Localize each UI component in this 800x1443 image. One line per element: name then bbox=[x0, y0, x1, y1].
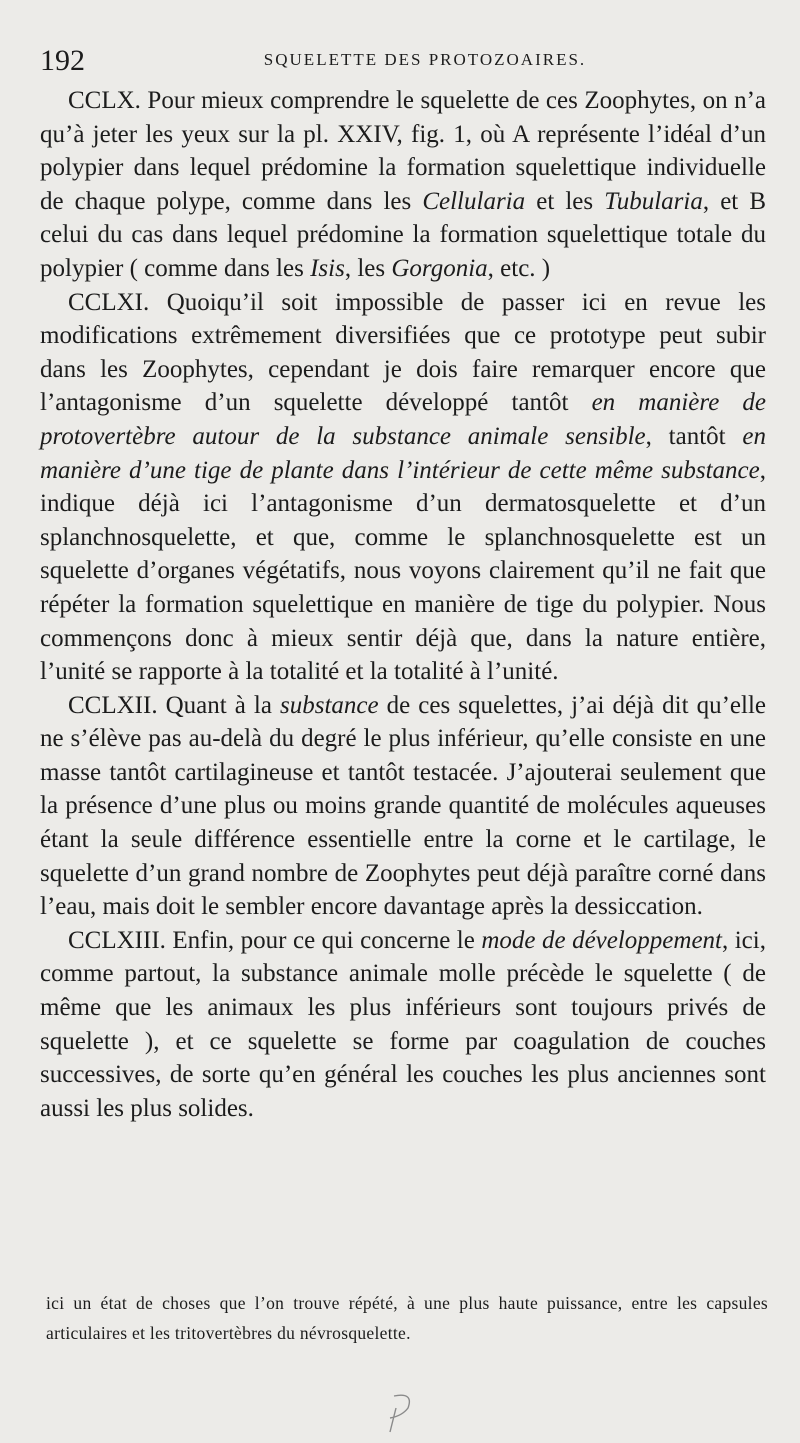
body-text bbox=[40, 84, 766, 1125]
page-number: 192 bbox=[40, 44, 85, 77]
paragraph-cclxiii: CCLXIII. Enfin, pour ce qui concerne le mode de développement, ici, comme partout, la substance animale molle précède le squelette ( de même que les animaux les plus inférieurs sont toujours privés de squelette ), et ce squelette se forme par coagulation de couches successives, de sorte qu’en général les couches les plus anciennes sont aussi les plus solides. bbox=[40, 926, 766, 1122]
running-head: SQUELETTE DES PROTOZOAIRES. bbox=[263, 50, 587, 69]
paragraph-cclxii: CCLXII. Quant à la substance de ces squelettes, j’ai déjà dit qu’elle ne s’élève pas au-delà du degré le plus inférieur, qu’elle consiste en une masse tantôt cartilagineuse et tantôt testacée. J’ajouterai seulement que la présence d’une plus ou moins grande quantité de molécules aqueuses étant la seule différence essentielle entre la corne et le cartilage, le squelette d’un grand nombre de Zoophytes peut déjà paraître corné dans l’eau, mais doit le sembler encore davantage après la dessiccation. bbox=[40, 691, 766, 921]
paragraph-cclx: CCLX. Pour mieux comprendre le squelette de ces Zoophytes, on n’a qu’à jeter les yeux sur la pl. XXIV, fig. 1, où A représente l’idéal d’un polypier dans lequel prédomine la formation squelettique individuelle de chaque polype, comme dans les Cellularia et les Tubularia, et B celui du cas dans lequel prédomine la formation squelettique totale du polypier ( comme dans les Isis, les Gorgonia, etc. ) bbox=[40, 87, 766, 282]
paragraph-cclxi: CCLXI. Quoiqu’il soit impossible de passer ici en revue les modifications extrêmement diversifiées que ce prototype peut subir dans les Zoophytes, cependant je dois faire remarquer encore que l’antagonisme d’un squelette développé tantôt en manière de protovertèbre autour de la substance animale sensible, tantôt en manière d’une tige de plante dans l’intérieur de cette même substance, indique déjà ici l’antagonisme d’un dermatosquelette et d’un splanchnosquelette, et que, comme le splanchnosquelette est un squelette d’organes végétatifs, nous voyons clairement qu’il ne fait que répéter la formation squelettique en manière de tige du polypier. Nous commençons donc à mieux sentir déjà que, dans la nature entière, l’unité se rapporte à la totalité et la totalité à l’unité. bbox=[40, 288, 767, 686]
page-header bbox=[40, 44, 760, 84]
footnote: ici un état de choses que l’on trouve répété, à une plus haute puissance, entre les capsules articulaires et les tritovertèbres du névrosquelette. bbox=[46, 1293, 768, 1343]
pen-mark bbox=[384, 1388, 424, 1438]
